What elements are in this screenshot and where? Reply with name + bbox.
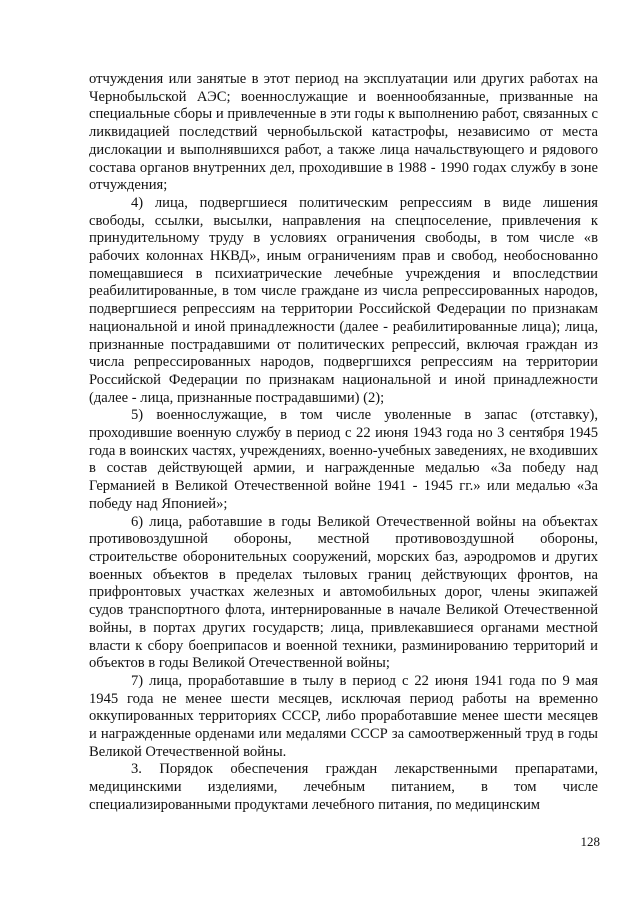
body-text <box>89 71 598 815</box>
paragraph-section-3: 3. Порядок обеспечения граждан лекарственными препаратами, медицинскими изделиями, лечебным питанием, в том числе специализированными продуктами лечебного питания, по медицинским <box>89 761 598 813</box>
paragraph-item-5: 5) военнослужащие, в том числе уволенные в запас (отставку), проходившие военную службу в период с 22 июня 1943 года но 3 сентября 1945 года в воинских частях, учреждениях, военно-учебных заведениях, не входивших в состав действующей армии, и награжденные медалью «За победу над Германией в Великой Отечественной войне 1941 - 1945 гг.» или медалью «За победу над Японией»; <box>89 407 598 512</box>
paragraph-item-4: 4) лица, подвергшиеся политическим репрессиям в виде лишения свободы, ссылки, высылки, направления на спецпоселение, привлечения к принудительному труду в условиях ограничения свободы, в том числе «в рабочих колоннах НКВД», иным ограничениям прав и свобод, необоснованно помещавшиеся в психиатрические лечебные учреждения и впоследствии реабилитированные, в том числе граждане из числа репрессированных народов, подвергшиеся репрессиям на территории Российской Федерации по признакам национальной и иной принадлежности (далее - реабилитированные лица); лица, признанные пострадавшими от политических репрессий, включая граждан из числа репрессированных народов, подвергшихся репрессиям на территории Российской Федерации по признакам национальной и иной принадлежности (далее - лица, признанные пострадавшими) (2); <box>89 194 598 406</box>
paragraph-continuation: отчуждения или занятые в этот период на эксплуатации или других работах на Чернобыльской АЭС; военнослужащие и военнообязанные, призванные на специальные сборы и привлеченные в эти годы к выполнению работ, связанных с ликвидацией последствий чернобыльской катастрофы, независимо от места дислокации и выполнявшихся работ, а также лица начальствующего и рядового состава органов внутренних дел, проходившие в 1988 - 1990 годах службу в зоне отчуждения; <box>89 71 598 194</box>
page-number: 128 <box>580 834 600 849</box>
paragraph-item-6: 6) лица, работавшие в годы Великой Отечественной войны на объектах противовоздушной обороны, местной противовоздушной обороны, строительстве оборонительных сооружений, морских баз, аэродромов и других военных объектов в пределах тыловых границ действующих фронтов, на прифронтовых участках железных и автомобильных дорог, члены экипажей судов транспортного флота, интернированные в начале Великой Отечественной войны, в портах других государств; лица, привлекавшиеся органами местной власти к сбору боеприпасов и военной техники, разминированию территорий и объектов в годы Великой Отечественной войны; <box>89 513 598 672</box>
paragraph-item-7: 7) лица, проработавшие в тылу в период с 22 июня 1941 года по 9 мая 1945 года не менее шести месяцев, исключая период работы на временно оккупированных территориях СССР, либо проработавшие менее шести месяцев и награжденные орденами или медалями СССР за самоотверженный труд в годы Великой Отечественной войны. <box>89 672 598 760</box>
